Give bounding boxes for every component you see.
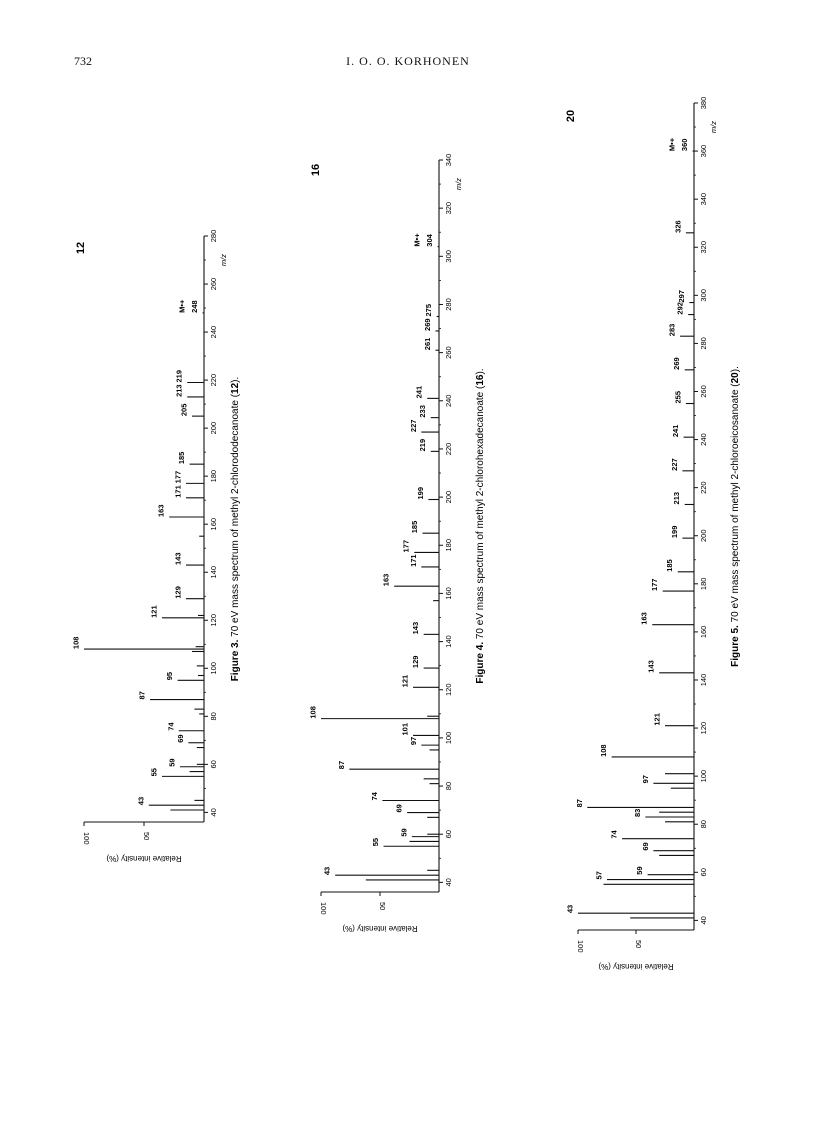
caption-prefix: Figure 4.: [475, 639, 486, 684]
spectrum-figure-20: [565, 97, 741, 971]
mz-tick-label: 140: [444, 635, 453, 648]
peak-label: 87: [574, 799, 584, 808]
mz-axis-title: m/z: [709, 120, 718, 134]
caption-suffix: ).: [475, 368, 486, 375]
peak-label: 143: [173, 552, 183, 566]
peak-label: 163: [639, 612, 649, 625]
peak-label: 199: [669, 525, 679, 539]
peak-label: 57: [594, 871, 604, 880]
mz-tick-label: 120: [444, 683, 453, 696]
mz-tick-label: 220: [699, 481, 708, 494]
mz-axis-title: m/z: [219, 253, 228, 267]
mz-tick-label: 360: [699, 144, 708, 158]
mz-tick-label: 260: [209, 277, 218, 291]
peak-label: 121: [400, 674, 410, 688]
mz-tick-label: 40: [444, 878, 453, 887]
mz-tick-label: 120: [209, 614, 218, 627]
peak-label: 199: [415, 486, 425, 500]
figure-number: 20: [565, 109, 577, 123]
peak-label: 213: [672, 491, 682, 505]
molecular-ion-label: M•+: [667, 137, 677, 152]
caption-compound: 20: [730, 372, 741, 384]
peak-label: 121: [149, 605, 159, 618]
mz-tick-label: 220: [209, 373, 218, 387]
caption-prefix: Figure 5.: [730, 622, 741, 667]
intensity-tick-label: 50: [142, 832, 151, 841]
peak-label: 108: [308, 706, 318, 719]
peak-label: 241: [671, 424, 681, 438]
mz-tick-label: 40: [209, 808, 218, 817]
mz-tick-label: 200: [699, 529, 708, 542]
peak-label: 269: [422, 318, 432, 331]
mz-tick-label: 140: [699, 673, 708, 687]
peak-label: 171: [173, 485, 183, 498]
intensity-axis-label: Relative intensity (%): [106, 854, 182, 863]
mz-tick-label: 180: [209, 469, 218, 483]
mz-tick-label: 340: [699, 192, 708, 206]
peak-label: 205: [179, 403, 189, 417]
caption-text: 70 eV mass spectrum of methyl 2-chlorohexadecanoate (: [475, 385, 486, 640]
peak-label: 326: [673, 220, 683, 233]
peak-label: 121: [652, 713, 662, 726]
peak-label: 177: [173, 470, 183, 484]
mz-tick-label: 240: [699, 433, 708, 446]
mz-tick-label: 180: [444, 539, 453, 552]
mz-tick-label: 180: [699, 577, 708, 591]
intensity-tick-label: 100: [82, 832, 91, 845]
figure-number: 12: [75, 241, 87, 255]
caption-suffix: ).: [730, 366, 741, 373]
peak-label: 269: [672, 357, 682, 370]
peak-label: 233: [418, 405, 428, 418]
peak-label: 74: [369, 792, 379, 801]
peak-label: 69: [640, 842, 650, 851]
peak-label: 292: [675, 302, 685, 315]
peak-label: 241: [414, 385, 424, 399]
mz-tick-label: 40: [699, 916, 708, 925]
peak-label: 69: [175, 734, 185, 743]
molecular-ion-label: M•+: [412, 233, 422, 247]
peak-label: 74: [166, 722, 176, 731]
peak-label: 74: [609, 830, 619, 839]
peak-label: 87: [137, 691, 147, 700]
peak-label: 213: [174, 384, 184, 397]
peak-label: 275: [424, 303, 434, 317]
peak-label: 129: [173, 586, 183, 599]
molecular-ion-label: M•+: [177, 299, 187, 313]
peak-label: 177: [650, 578, 660, 592]
peak-label: 143: [411, 621, 421, 635]
peak-label: 87: [336, 760, 346, 770]
mz-tick-label: 280: [699, 337, 708, 350]
figure-caption: [230, 377, 241, 682]
peak-label: 43: [565, 904, 575, 914]
running-title: I. O. O. KORHONEN: [346, 54, 470, 68]
page-number: 732: [74, 54, 92, 68]
mz-tick-label: 300: [444, 250, 453, 263]
mz-tick-label: 140: [209, 565, 218, 579]
peak-label: 227: [408, 419, 418, 433]
peak-label: 185: [177, 451, 187, 465]
intensity-axis-label: Relative intensity (%): [598, 962, 674, 971]
caption-compound: 12: [230, 382, 241, 394]
intensity-tick-label: 50: [634, 940, 643, 949]
peak-label: 360: [680, 138, 690, 152]
mz-tick-label: 260: [699, 385, 708, 398]
caption-prefix: Figure 3.: [230, 636, 241, 682]
figure-number: 16: [310, 163, 322, 177]
intensity-tick-label: 50: [378, 902, 387, 911]
mz-tick-label: 160: [209, 517, 218, 531]
peak-label: 59: [167, 758, 177, 767]
peak-label: 248: [190, 300, 200, 313]
mz-tick-label: 240: [209, 325, 218, 339]
mz-tick-label: 320: [444, 201, 453, 215]
mz-tick-label: 80: [444, 781, 453, 791]
mz-tick-label: 160: [699, 625, 708, 639]
peak-label: 219: [174, 369, 184, 383]
peak-label: 55: [371, 837, 381, 847]
peak-label: 55: [149, 768, 159, 777]
peak-label: 255: [673, 390, 683, 404]
peak-label: 185: [409, 520, 419, 534]
spectrum-figure-16: [309, 154, 487, 933]
mz-tick-label: 100: [209, 662, 218, 675]
caption-suffix: ).: [230, 376, 241, 383]
peak-label: 185: [665, 559, 675, 572]
peak-label: 283: [667, 323, 677, 337]
peak-label: 43: [322, 866, 332, 876]
mz-tick-label: 280: [444, 298, 453, 311]
mz-tick-label: 160: [444, 587, 453, 600]
mz-tick-label: 80: [209, 712, 218, 721]
mz-tick-label: 320: [699, 240, 708, 254]
intensity-tick-label: 100: [319, 902, 328, 915]
peak-label: 97: [640, 775, 650, 784]
mz-tick-label: 60: [444, 830, 453, 839]
caption-compound: 16: [475, 374, 486, 386]
peak-label: 108: [599, 744, 609, 757]
mz-tick-label: 340: [444, 153, 453, 167]
mz-axis-title: m/z: [454, 178, 463, 191]
peak-label: 297: [676, 290, 686, 303]
peak-label: 97: [408, 736, 418, 746]
caption-text: 70 eV mass spectrum of methyl 2-chlorododecanoate (: [230, 393, 241, 637]
mz-tick-label: 280: [209, 229, 218, 243]
peak-label: 304: [425, 234, 435, 247]
intensity-axis-label: Relative intensity (%): [342, 924, 418, 933]
mz-tick-label: 260: [444, 346, 453, 359]
peak-label: 163: [156, 504, 166, 517]
mz-tick-label: 100: [444, 731, 453, 745]
spectrum-figure-12: [72, 230, 242, 863]
mz-tick-label: 80: [699, 820, 708, 829]
mz-tick-label: 100: [699, 769, 708, 783]
intensity-tick-label: 100: [576, 940, 585, 953]
peak-label: 261: [422, 337, 432, 351]
mz-tick-label: 60: [699, 868, 708, 877]
peak-label: 83: [632, 808, 642, 818]
mz-tick-label: 120: [699, 721, 708, 735]
peak-label: 59: [635, 866, 645, 875]
mz-tick-label: 200: [209, 421, 218, 435]
peak-label: 129: [411, 655, 421, 669]
peak-label: 95: [165, 671, 175, 681]
peak-label: 101: [400, 722, 410, 736]
peak-label: 219: [418, 438, 428, 452]
peak-label: 69: [394, 804, 404, 813]
mz-tick-label: 240: [444, 394, 453, 408]
mz-tick-label: 200: [444, 490, 453, 504]
peak-label: 108: [71, 636, 81, 650]
peak-label: 171: [408, 554, 418, 567]
peak-label: 43: [136, 796, 146, 806]
mz-tick-label: 300: [699, 289, 708, 302]
mz-tick-label: 220: [444, 442, 453, 456]
peak-label: 59: [399, 828, 409, 837]
mz-tick-label: 380: [699, 96, 708, 110]
figure-caption: [475, 368, 486, 683]
mz-tick-label: 60: [209, 760, 218, 769]
peak-label: 143: [646, 660, 656, 673]
figure-caption: [730, 366, 741, 667]
peak-label: 177: [401, 539, 411, 553]
peak-label: 227: [669, 458, 679, 471]
caption-text: 70 eV mass spectrum of methyl 2-chloroeicosanoate (: [730, 383, 741, 623]
peak-label: 163: [381, 573, 391, 587]
